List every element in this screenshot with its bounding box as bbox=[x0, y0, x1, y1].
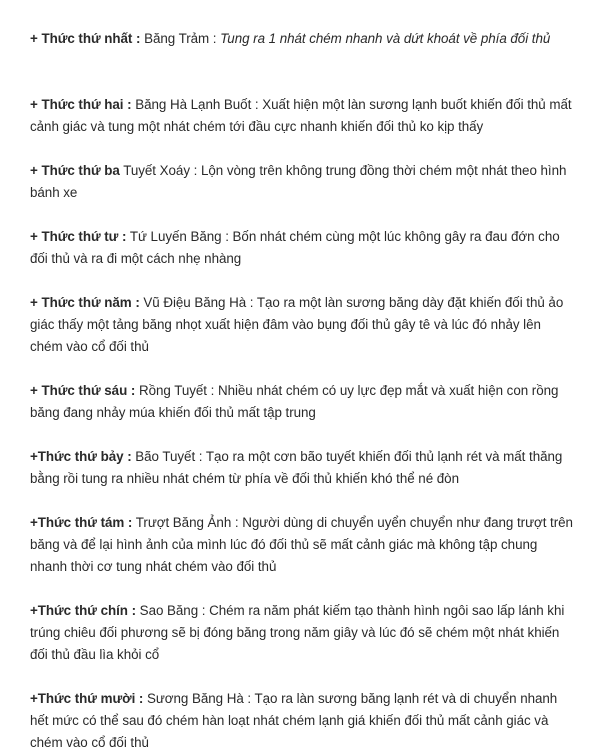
entry-thuc-5 bbox=[30, 292, 575, 358]
document-body bbox=[30, 28, 575, 754]
entry-label: +Thức thứ bảy : bbox=[30, 449, 132, 464]
entry-description: Lộn vòng trên không trung đồng thời chém một nhát theo hình bánh xe bbox=[30, 163, 567, 200]
entry-thuc-4 bbox=[30, 226, 575, 270]
entry-thuc-6 bbox=[30, 380, 575, 424]
entry-technique-name: Sương Băng Hà : bbox=[143, 691, 255, 706]
entry-technique-name: Trượt Băng Ảnh : bbox=[132, 515, 243, 530]
entry-technique-name: Tuyết Xoáy : bbox=[119, 163, 201, 178]
entry-description: Tạo ra một làn sương băng dày đặt khiến đối thủ ảo giác thấy một tảng băng nhọt xuất hiện đâm vào bụng đối thủ gây tê và lúc đó nhảy lên chém vào cổ đối thủ bbox=[30, 295, 564, 354]
entry-technique-name: Băng Trảm : bbox=[140, 31, 221, 46]
entry-label: + Thức thứ nhất : bbox=[30, 31, 141, 46]
entry-description: Nhiều nhát chém có uy lực đẹp mắt và xuất hiện con rồng băng đang nhảy múa khiến đối thủ mất tập trung bbox=[30, 383, 559, 420]
entry-thuc-1 bbox=[30, 28, 575, 50]
entry-technique-name: Tứ Luyến Băng : bbox=[126, 229, 233, 244]
entry-technique-name: Rồng Tuyết : bbox=[135, 383, 218, 398]
entry-description: Tung ra 1 nhát chém nhanh và dứt khoát về phía đối thủ bbox=[220, 31, 551, 46]
entry-thuc-8 bbox=[30, 512, 575, 578]
entry-thuc-3 bbox=[30, 160, 575, 204]
entry-thuc-10 bbox=[30, 688, 575, 754]
entry-description: Tạo ra làn sương băng lạnh rét và di chuyển nhanh hết mức có thể sau đó chém hàn loạt nhát chém lạnh giá khiến đối thủ mất cảnh giác và chém vào cổ đối thủ bbox=[30, 691, 558, 750]
entry-thuc-7 bbox=[30, 446, 575, 490]
entry-label: +Thức thứ chín : bbox=[30, 603, 137, 618]
entry-technique-name: Băng Hà Lạnh Buốt : bbox=[131, 97, 263, 112]
entry-label: + Thức thứ ba bbox=[30, 163, 120, 178]
entry-technique-name: Bão Tuyết : bbox=[131, 449, 206, 464]
entry-label: + Thức thứ năm : bbox=[30, 295, 140, 310]
entry-description: Tạo ra một cơn bão tuyết khiến đối thủ lạnh rét và mất thăng bằng rồi tung ra nhiều nhát chém từ phía về đối thủ khiến khó thể né đòn bbox=[30, 449, 563, 486]
entry-thuc-9 bbox=[30, 600, 575, 666]
entry-label: + Thức thứ hai : bbox=[30, 97, 132, 112]
entry-label: +Thức thứ tám : bbox=[30, 515, 133, 530]
entry-label: + Thức thứ tư : bbox=[30, 229, 127, 244]
entry-description: Người dùng di chuyển uyển chuyển như đang trượt trên băng và để lại hình ảnh của mình lúc đó đối thủ sẽ mất cảnh giác mà không tập chung nhanh thời cơ tung nhát chém vào đối thủ bbox=[30, 515, 573, 574]
entry-label: +Thức thứ mười : bbox=[30, 691, 144, 706]
entry-technique-name: Vũ Điệu Băng Hà : bbox=[139, 295, 257, 310]
entry-label: + Thức thứ sáu : bbox=[30, 383, 136, 398]
entry-description: Bốn nhát chém cùng một lúc không gây ra đau đớn cho đối thủ và ra đi một cách nhẹ nhàng bbox=[30, 229, 560, 266]
entry-technique-name: Sao Băng : bbox=[136, 603, 210, 618]
entry-description: Chém ra năm phát kiếm tạo thành hình ngôi sao lấp lánh khi trúng chiêu đối phương sẽ bị đóng băng trong năm giây và lúc đó sẽ chém một nhát khiến đối thủ đầu lìa khỏi cổ bbox=[30, 603, 565, 662]
entry-thuc-2 bbox=[30, 94, 575, 138]
entry-description: Xuất hiện một làn sương lạnh buốt khiến đối thủ mất cảnh giác và tung một nhát chém tới đầu cực nhanh khiến đối thủ ko kịp thấy bbox=[30, 97, 572, 134]
